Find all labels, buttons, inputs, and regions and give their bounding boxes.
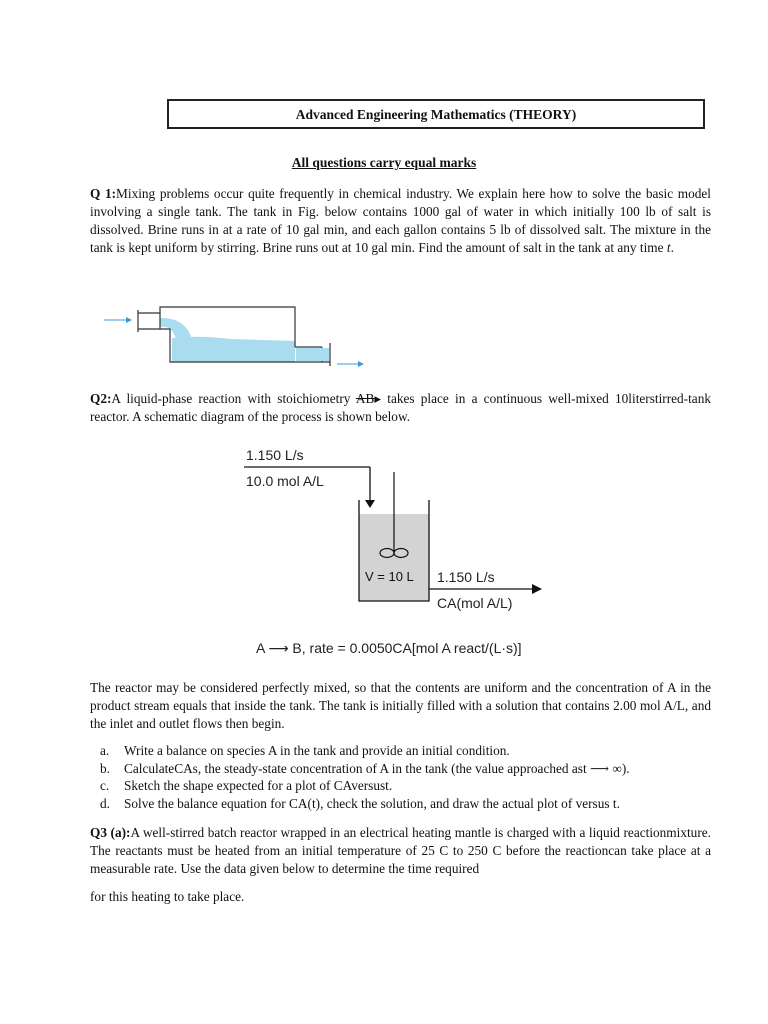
question-2-text-after: takes place in a continuous well-mixed 10literstirred-tank reactor. A schematic diagram of the process is shown below.: [90, 391, 712, 424]
stoichiometry-label: AB: [355, 391, 375, 406]
question-3a-text: A well-stirred batch reactor wrapped in an electrical heating mantle is charged with a liquid reactionmixture. The reactants must be heated from an initial temperature of 25 C to 250 C before the reactioncan take place at a measurable rate. Use the data given below to determine the time required: [90, 825, 711, 876]
inlet-flow-label: 1.150 L/s: [246, 447, 304, 463]
inlet-concentration-label: 10.0 mol A/L: [246, 473, 324, 489]
reactor-volume-label: V = 10 L: [365, 569, 414, 584]
question-2-label: Q2:: [90, 391, 112, 406]
marks-note: All questions carry equal marks: [291, 155, 477, 170]
inlet-arrow-icon: [365, 500, 375, 508]
question-2: Q2:A liquid-phase reaction with stoichiometry AB▸ takes place in a continuous well-mixed 10literstirred-tank reactor. A schematic diagram of the process is shown below.: [90, 391, 712, 424]
task-item-d: [100, 795, 711, 813]
reactor-schematic: [236, 440, 566, 665]
question-1-period: .: [670, 240, 674, 255]
mixing-tank-figure: [100, 295, 370, 375]
question-3a-continuation: for this heating to take place.: [90, 889, 245, 904]
question-1-label: Q 1:: [90, 186, 117, 201]
reaction-rate-equation: A ⟶ B, rate = 0.0050CA[mol A react/(L·s)]: [256, 640, 522, 656]
outlet-arrow-icon: [532, 584, 542, 594]
outlet-concentration-label: CA(mol A/L): [437, 595, 513, 611]
reactor-description: The reactor may be considered perfectly mixed, so that the contents are uniform and the concentration of A in the product stream equals that inside the tank. The tank is initially filled with a solution that contains 2.00 mol A/L, and the inlet and outlet flows then begin.: [90, 680, 711, 731]
tank-water: [172, 337, 295, 362]
task-item-a: [100, 742, 711, 760]
task-text: Sketch the shape expected for a plot of CAversust.: [124, 778, 393, 793]
question-2-text-before: A liquid-phase reaction with stoichiometry: [111, 391, 351, 406]
task-item-b: [100, 760, 711, 778]
question-1-text: Mixing problems occur quite frequently in chemical industry. We explain here how to solve the basic model involving a single tank. The tank in Fig. below contains 1000 gal of water in which initially 100 lb of salt is dissolved. Brine runs in at a rate of 10 gal min, and each gallon contains 5 lb of dissolved salt. The mixture in the tank is kept uniform by stirring. Brine runs out at 10 gal min. Find the amount of salt in the tank at any time: [90, 186, 711, 255]
task-marker: b.: [100, 760, 110, 776]
question-1-variable: t: [666, 240, 671, 255]
outlet-flow-label: 1.150 L/s: [437, 569, 495, 585]
page-title: Advanced Engineering Mathematics (THEORY): [167, 99, 705, 129]
question-3a: [90, 824, 711, 878]
inlet-pipe: [138, 313, 160, 329]
task-item-c: [100, 777, 711, 795]
task-marker: a.: [100, 743, 110, 758]
task-marker: d.: [100, 795, 110, 811]
task-text: Write a balance on species A in the tank and provide an initial condition.: [124, 743, 510, 758]
task-list: [100, 742, 711, 812]
task-text: Solve the balance equation for CA(t), check the solution, and draw the actual plot of versus t.: [124, 795, 620, 811]
task-text: CalculateCAs, the steady-state concentration of A in the tank (the value approached ast ⟶ ∞).: [124, 760, 630, 776]
task-marker: c.: [100, 778, 110, 793]
question-3a-label: Q3 (a):: [90, 825, 131, 840]
question-1: [90, 185, 711, 257]
outflow-arrow-icon: [337, 361, 364, 367]
inflow-arrow-icon: [104, 317, 132, 323]
